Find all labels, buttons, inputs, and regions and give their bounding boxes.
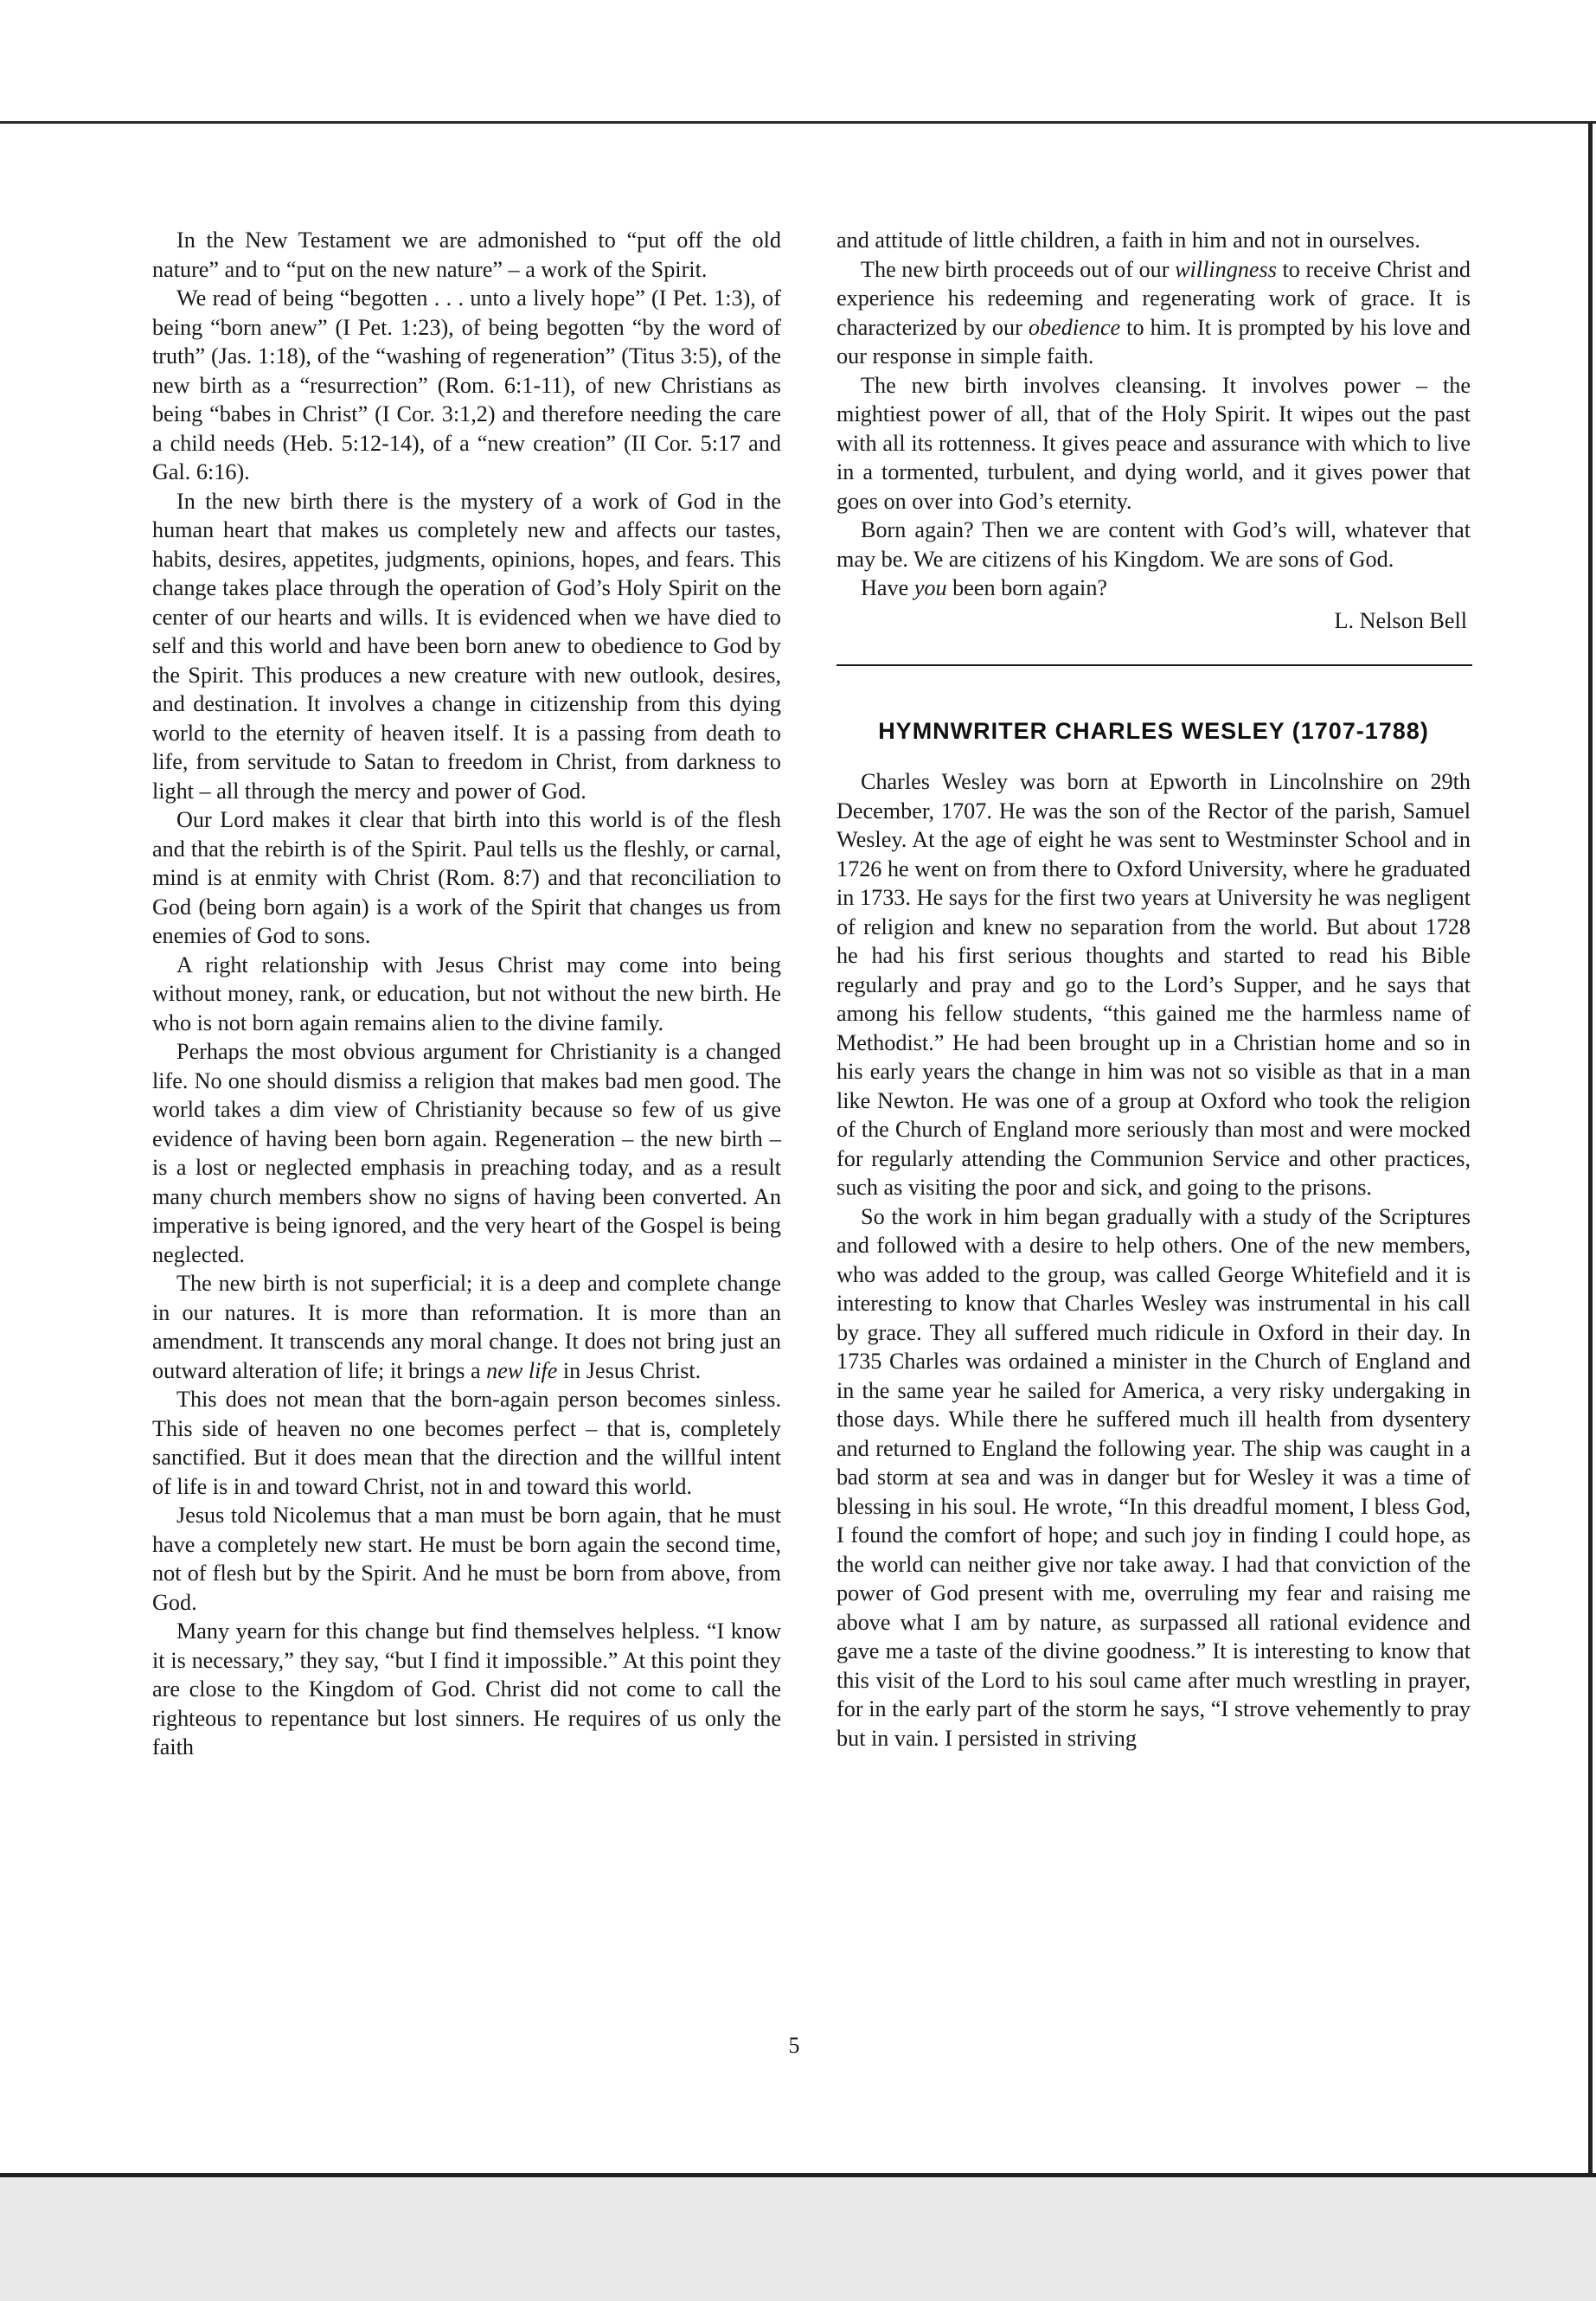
author-signature: L. Nelson Bell: [1334, 607, 1467, 633]
paragraph: and attitude of little children, a faith in him and not in ourselves.: [836, 228, 1420, 253]
paragraph: In the new birth there is the mystery of a work of God in the human heart that makes us completely new and affects our tastes, habits, desires, appetites, judgments, opinions, hopes, and fears. This change takes place through the operation of God’s Holy Spirit on the center of our hearts and wills. It is evidenced when we have died to self and this world and have been born anew to obedience to God by the Spirit. This produces a new creature with new outlook, desires, and destination. It involves a change in citizenship from this dying world to the eternity of heaven itself. It is a passing from death to life, from servitude to Satan to freedom in Christ, from darkness to light – all through the mercy and power of God.: [152, 488, 781, 804]
paragraph-text: Have: [861, 575, 909, 600]
emphasis-text: willingness: [1175, 256, 1277, 282]
emphasis-text: obedience: [1028, 314, 1121, 340]
section-divider: [836, 664, 1472, 666]
paragraph-text: to receive Christ and experience his redeeming and regenerating work of grace. It is characterized by our: [836, 256, 1471, 340]
paragraph: The new birth involves cleansing. It involves power – the mightiest power of all, that of the Holy Spirit. It wipes out the past with all its rottenness. It gives peace and assurance with which to live in a tormented, turbulent, and dying world, and it gives power that goes on over into God’s eternity.: [836, 372, 1471, 514]
emphasis-text: new life: [486, 1357, 558, 1383]
paragraph: [836, 255, 1471, 371]
emphasis-text: you: [913, 575, 947, 600]
scan-right-edge: [1588, 123, 1593, 2173]
left-column: [152, 226, 781, 1762]
paragraph-text: in Jesus Christ.: [562, 1357, 702, 1383]
right-column: [836, 226, 1471, 1753]
paragraph: We read of being “begotten . . . unto a lively hope” (I Pet. 1:3), of being “born anew” (I Pet. 1:23), of being begotten “by the word of truth” (Jas. 1:18), of the “washing of regeneration” (Titus 3:5), of the new birth as a “resurrection” (Rom. 6:1-11), of new Christians as being “babes in Christ” (I Cor. 3:1,2) and therefore needing the care a child needs (Heb. 5:12-14), of a “new creation” (II Cor. 5:17 and Gal. 6:16).: [152, 285, 781, 484]
paragraph: Jesus told Nicolemus that a man must be born again, that he must have a completely new start. He must be born again the second time, not of flesh but by the Spirit. And he must be born from above, from God.: [152, 1503, 781, 1615]
paragraph: Perhaps the most obvious argument for Christianity is a changed life. No one should dismiss a religion that makes bad men good. The world takes a dim view of Christianity because so few of us give evidence of having been born again. Regeneration – the new birth – is a lost or neglected emphasis in preaching today, and as a result many church members show no signs of having been converted. An imperative is being ignored, and the very heart of the Gospel is being neglected.: [152, 1039, 781, 1267]
paragraph: Charles Wesley was born at Epworth in Lincolnshire on 29th December, 1707. He was the son of the Rector of the parish, Samuel Wesley. At the age of eight he was sent to Westminster School and in 1726 he went on from there to Oxford University, where he graduated in 1733. He says for the first two years at University he was negligent of religion and knew no separation from the world. But about 1728 he had his first serious thoughts and started to read his Bible regularly and pray and go to the Lord’s Supper, and he says that among his fellow students, “this gained me the harmless name of Methodist.” He had been brought up in a Christian home and so in his early years the change in him was not so visible as that in a man like Newton. He was one of a group at Oxford who took the religion of the Church of England more seriously than most and were mocked for regularly attending the Communion Service and other practices, such as visiting the poor and sick, and going to the prisons.: [836, 769, 1471, 1200]
paragraph: This does not mean that the born-again person becomes sinless. This side of heaven no one becomes perfect – that is, completely sanctified. But it does mean that the direction and the willful intent of life is in and toward Christ, not in and toward this world.: [152, 1387, 781, 1499]
paragraph: [152, 1269, 781, 1385]
paragraph-text: The new birth is not superficial; it is a deep and complete change in our natures. It is more than reformation. It is more than an amendment. It transcends any moral change. It does not bring just an outward alteration of life; it brings a: [152, 1271, 781, 1383]
article-heading: HYMNWRITER CHARLES WESLEY (1707-1788): [878, 718, 1429, 744]
paragraph: [836, 574, 1471, 603]
paragraph: Many yearn for this change but find themselves helpless. “I know it is necessary,” they say, “but I find it impossible.” At this point they are close to the Kingdom of God. Christ did not come to call the righteous to repentance but lost sinners. He requires of us only the faith: [152, 1618, 781, 1759]
paragraph: A right relationship with Jesus Christ may come into being without money, rank, or education, but not without the new birth. He who is not born again remains alien to the divine family.: [152, 952, 781, 1035]
magazine-page: [0, 124, 1588, 2173]
paragraph-text: The new birth proceeds out of our: [861, 256, 1170, 282]
paragraph: So the work in him began gradually with a study of the Scriptures and followed with a desire to help others. One of the new members, who was added to the group, was called George Whitefield and it is interesting to know that Charles Wesley was instrumental in his call by grace. They all suffered much ridicule in Oxford in their day. In 1735 Charles was ordained a minister in the Church of England and in the same year he sailed for America, a very risky undergaking in those days. While there he suffered much ill health from dysentery and returned to England the following year. The ship was caught in a bad storm at sea and was in danger but for Wesley it was a time of blessing in his soul. He wrote, “In this dreadful moment, I bless God, I found the comfort of hope; and such joy in finding I could hope, as the world can neither give nor take away. I had that conviction of the power of God present with me, overruling my fear and raising me above what I am by nature, as surpassed all rational evidence and gave me a taste of the divine goodness.” It is interesting to know that this visit of the Lord to his soul came after much wrestling in prayer, for in the early part of the storm he says, “I strove vehemently to pray but in vain. I persisted in striving: [836, 1203, 1471, 1751]
scan-bottom-margin: [0, 2177, 1596, 2301]
page-number: 5: [788, 2033, 800, 2058]
paragraph: In the New Testament we are admonished to “put off the old nature” and to “put on the new nature” – a work of the Spirit.: [152, 228, 781, 282]
paragraph-text: been born again?: [952, 575, 1108, 600]
paragraph: Our Lord makes it clear that birth into this world is of the flesh and that the rebirth is of the Spirit. Paul tells us the fleshly, or carnal, mind is at enmity with Christ (Rom. 8:7) and that reconciliation to God (being born again) is a work of the Spirit that changes us from enemies of God to sons.: [152, 807, 781, 948]
paragraph-text: to him. It is prompted by his love and our response in simple faith.: [836, 314, 1471, 369]
paragraph: Born again? Then we are content with God’s will, whatever that may be. We are citizens of his Kingdom. We are sons of God.: [836, 517, 1471, 572]
